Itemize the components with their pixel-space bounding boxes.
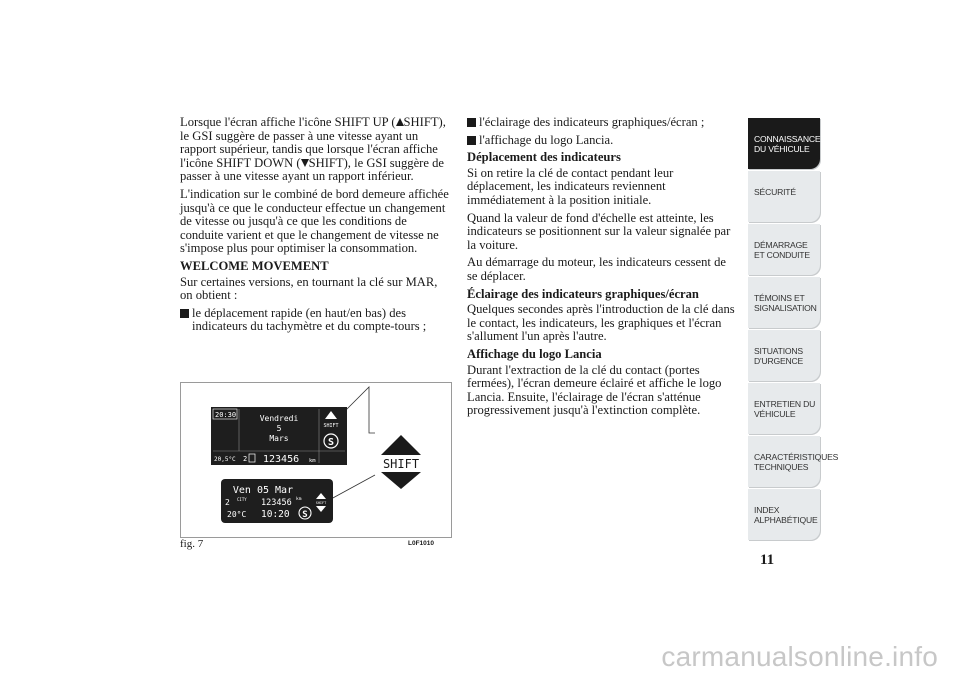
paragraph: Si on retire la clé de contact pendant leur déplacement, les indicateurs reviennent immédiatement à la position initiale. <box>467 165 674 207</box>
tab-connaissance-du-vehicule[interactable]: CONNAISSANCE DU VÉHICULE <box>748 118 820 169</box>
shift-up-triangle-icon <box>396 118 404 126</box>
watermark: carmanualsonline.info <box>661 641 938 672</box>
tab-entretien-du-vehicule[interactable]: ENTRETIEN DU VÉHICULE <box>748 383 820 434</box>
heading-logo: Affichage du logo Lancia <box>467 346 602 361</box>
text-column-left <box>180 116 452 338</box>
display2-mode: CITY <box>237 497 247 502</box>
page-number: 11 <box>760 552 775 568</box>
connector-line <box>345 387 375 433</box>
svg-text:S: S <box>327 437 335 448</box>
paragraph: Quelques secondes après l'introduction de la clé dans le contact, les indicateurs, les graphiques et l'écran s'allument l'un après l'autre. <box>467 302 735 344</box>
display1-unit: km <box>309 458 316 464</box>
display2-time: 10:20 <box>261 509 290 520</box>
paragraph: Au démarrage du moteur, les indicateurs cessent de se déplacer. <box>467 255 726 283</box>
paragraph-shift-info: Lorsque l'écran affiche l'icône SHIFT UP ( SHIFT), le GSI suggère de passer à une vitesse ayant un rapport supérieur, tandis que lorsque l'écran affiche l'icône SHIFT DOWN ( SHIFT), le GSI suggère de passer à une vitesse ayant un rapport inférieur. <box>180 115 446 184</box>
display2-odometer: 123456 <box>261 498 292 508</box>
tab-temoins-et-signalisation[interactable]: TÉMOINS ET SIGNALISATION <box>748 277 820 328</box>
display1-temp: 20,5°C <box>214 456 236 463</box>
svg-text:S: S <box>302 510 308 520</box>
chapter-tabs <box>748 118 839 542</box>
tab-caracteristiques-techniques[interactable]: CARACTÉRISTIQUES TECHNIQUES <box>748 436 820 487</box>
big-shift-label: SHIFT <box>382 457 420 471</box>
connector-line <box>331 475 375 499</box>
display1-date: 5 <box>276 424 282 433</box>
list-item: l'affichage du logo Lancia. <box>467 134 739 148</box>
shift-down-triangle-icon <box>301 159 309 167</box>
tab-demarrage-et-conduite[interactable]: DÉMARRAGE ET CONDUITE <box>748 224 820 275</box>
figure-code: L0F1010 <box>408 540 435 547</box>
display1-month: Mars <box>269 434 289 443</box>
display1-odometer: 123456 <box>263 454 300 465</box>
display1-shift: SHIFT <box>323 423 339 429</box>
display2-temp: 20°C <box>227 510 247 519</box>
heading-deplacement: Déplacement des indicateurs <box>467 150 621 165</box>
bullet-square-icon <box>180 309 189 318</box>
big-shift-up-icon <box>381 435 421 455</box>
list-item: le déplacement rapide (en haut/en bas) des indicateurs du tachymètre et du compte-tours ; <box>180 307 452 334</box>
list-item: l'éclairage des indicateurs graphiques/écran ; <box>467 116 739 130</box>
bullet-square-icon <box>467 136 476 145</box>
figure-illustration <box>181 383 451 537</box>
tab-index-alphabetique[interactable]: INDEX ALPHABÉTIQUE <box>748 489 820 540</box>
tab-situations-d-urgence[interactable]: SITUATIONS D'URGENCE <box>748 330 820 381</box>
display1-time: 20:30 <box>215 411 237 419</box>
figure-caption: fig. 7 <box>180 538 204 550</box>
display1-day: Vendredi <box>259 414 299 423</box>
paragraph-indication: L'indication sur le combiné de bord demeure affichée jusqu'à ce que le conducteur effectue un changement de vitesse ou jusqu'à ce que les conditions de conduite varient et que le changement de vitesse ne s'impose plus pour optimiser la consommation. <box>180 186 449 256</box>
paragraph: Quand la valeur de fond d'échelle est atteinte, les indicateurs se positionnent sur la valeur signalée par la voiture. <box>467 210 731 252</box>
tab-securite[interactable]: SÉCURITÉ <box>748 171 820 222</box>
display2-unit: km <box>296 497 302 502</box>
text-column-right <box>467 116 739 422</box>
display2-shift: SHIFT <box>315 501 327 505</box>
big-shift-down-icon <box>381 472 421 489</box>
display1-gear: 2 <box>243 455 248 463</box>
paragraph-welcome: Sur certaines versions, en tournant la clé sur MAR, on obtient : <box>180 274 438 303</box>
heading-welcome-movement: WELCOME MOVEMENT <box>180 258 329 273</box>
heading-eclairage: Éclairage des indicateurs graphiques/écran <box>467 286 699 301</box>
bullet-square-icon <box>467 118 476 127</box>
display2-gear: 2 <box>225 498 230 507</box>
display2-date: Ven 05 Mar <box>232 485 294 496</box>
paragraph: Durant l'extraction de la clé du contact (portes fermées), l'écran demeure éclairé et affiche le logo Lancia. Ensuite, l'éclairage de l'écran s'atténue progressivement jusqu'à l'extinction complète. <box>467 362 722 418</box>
figure-shift-displays <box>180 382 452 538</box>
